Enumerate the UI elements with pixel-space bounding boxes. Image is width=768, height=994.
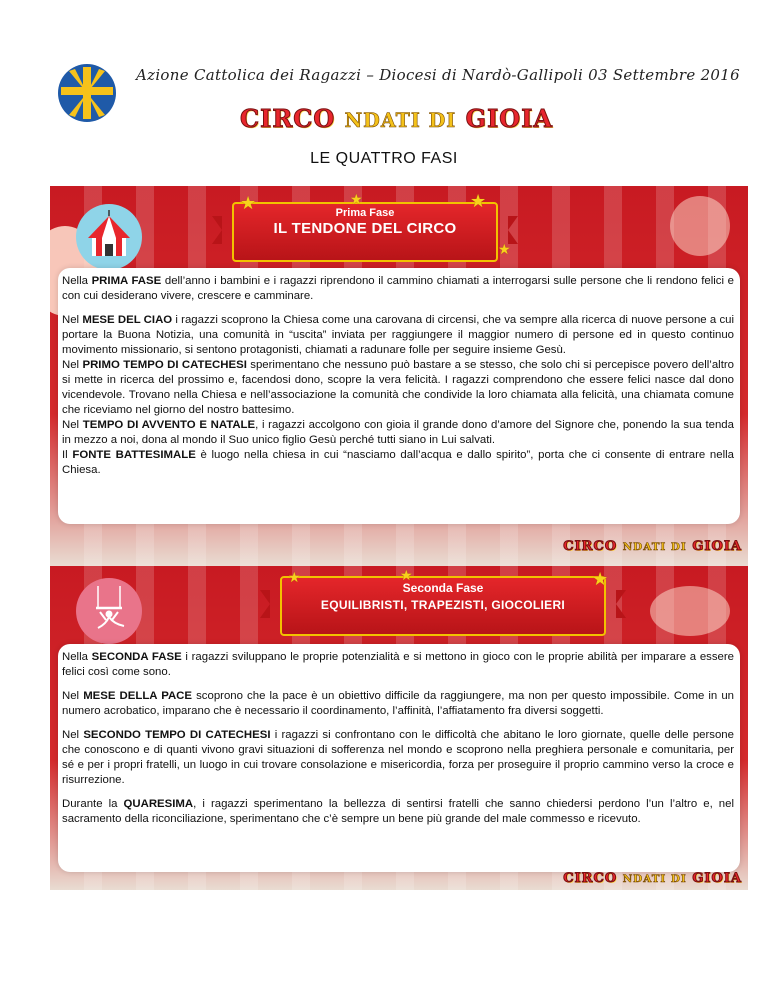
star-icon: ★ [498,241,511,257]
paragraph: Durante la QUARESIMA, i ragazzi sperimentano la bellezza di sentirsi fratelli che sanno chiedersi perdono l’un l’altro e, nel sacramento della riconciliazione, sperimentano che c’è sempre un bene più grande del male commesso e ricevuto. [62,798,734,825]
circus-tent-icon [76,204,142,270]
brand-right: GIOIA [465,104,554,133]
decor-blob [670,196,730,256]
star-icon: ★ [288,569,301,585]
paragraph: Nella PRIMA FASE dell’anno i bambini e i ragazzi riprendono il cammino chiamati a interrogarsi sulle persone che li rendono felici e con cui desiderano vivere, crescere e camminare. [62,275,734,302]
brand-left: CIRCO [240,104,336,133]
star-icon: ★ [592,569,609,589]
paragraph: Nel MESE DELLA PACE scoprono che la pace è un obiettivo difficile da raggiungere, ma non per questo impossibile. Come in un numero acrobatico, imparano che è necessario il coordinamento, l’affinità, l’affiatamento fra diversi soggetti. [62,690,735,717]
phase-heading: IL TENDONE DEL CIRCO [273,220,457,237]
paragraph: Il FONTE BATTESIMALE è luogo nella chiesa in cui “nasciamo dall’acqua e dallo spirito”, porta che ci consente di entrare nella Chiesa. [62,449,734,476]
page-title: LE QUATTRO FASI [310,150,458,167]
star-icon: ★ [400,567,413,583]
brand-logo-small: CIRCO NDATI DI GIOIA [563,539,742,554]
star-icon: ★ [240,193,257,213]
brand-logo-small: CIRCO NDATI DI GIOIA [563,871,742,886]
phase-kicker: Prima Fase [335,207,395,219]
phase-panel-2 [50,566,748,890]
header-line: Azione Cattolica dei Ragazzi – Diocesi di Nardò-Gallipoli 03 Settembre 2016 [136,66,740,84]
acr-logo [57,63,117,123]
phase-heading: EQUILIBRISTI, TRAPEZISTI, GIOCOLIERI [320,598,566,612]
star-icon: ★ [350,191,363,207]
phase-text-card [58,268,740,524]
paragraph: Nel PRIMO TEMPO DI CATECHESI sperimentano che nessuno può bastare a se stesso, che solo chi si percepisce povero dell’altro si mette in ricerca del prossimo e, facendosi dono, scopre la vera felicità. I ragazzi comprendono che essere felici nasce dal dono vicendevole. Trovano nella Chiesa e nell’associazione la comunità che condivide la loro chiamata alla felicità, una chiamata comune che riceviamo nel giorno del nostro battesimo. [62,359,734,416]
phase-panel-1 [50,186,748,566]
paragraph: Nel TEMPO DI AVVENTO E NATALE, i ragazzi accolgono con gioia il grande dono d’amore del Signore che, ponendo la sua tenda in mezzo a noi, dona al mondo il Suo unico figlio Gesù perché tutti siano in Lui salvati. [62,419,734,446]
decor-blob [650,586,730,636]
paragraph: Nella SECONDA FASE i ragazzi sviluppano le proprie potenzialità e si mettono in gioco con le proprie abilità per imparare a essere felici così come sono. [62,651,735,678]
star-icon: ★ [470,191,487,211]
phase-banner [280,576,606,636]
trapeze-artist-icon [76,578,142,644]
brand-mid: NDATI DI [344,109,457,132]
paragraph: Nel SECONDO TEMPO DI CATECHESI i ragazzi si confrontano con le difficoltà che abitano le loro giornate, quelle delle persone che conoscono e di quanti vivono gravi situazioni di sofferenza nel mondo e scoprono nella preghiera personale e comunitaria, per sé e per i propri fratelli, un luogo in cui trovare consolazione e misericordia, forza per proseguire il proprio cammino verso la croce e risurrezione. [62,729,734,786]
phase-text-card [58,644,740,872]
paragraph: Nel MESE DEL CIAO i ragazzi scoprono la Chiesa come una carovana di circensi, che va sempre alla ricerca di nuove persone a cui portare la Buona Notizia, una comunità in “uscita” inviata per raggiungere il maggior numero di persone ed in questo continuo movimento missionario, si sentono protagonisti, chiamati a radunare folle per seguire insieme Gesù. [62,314,735,356]
phase-banner [232,202,498,262]
phase-kicker: Seconda Fase [402,581,484,595]
brand-logo [240,104,553,133]
